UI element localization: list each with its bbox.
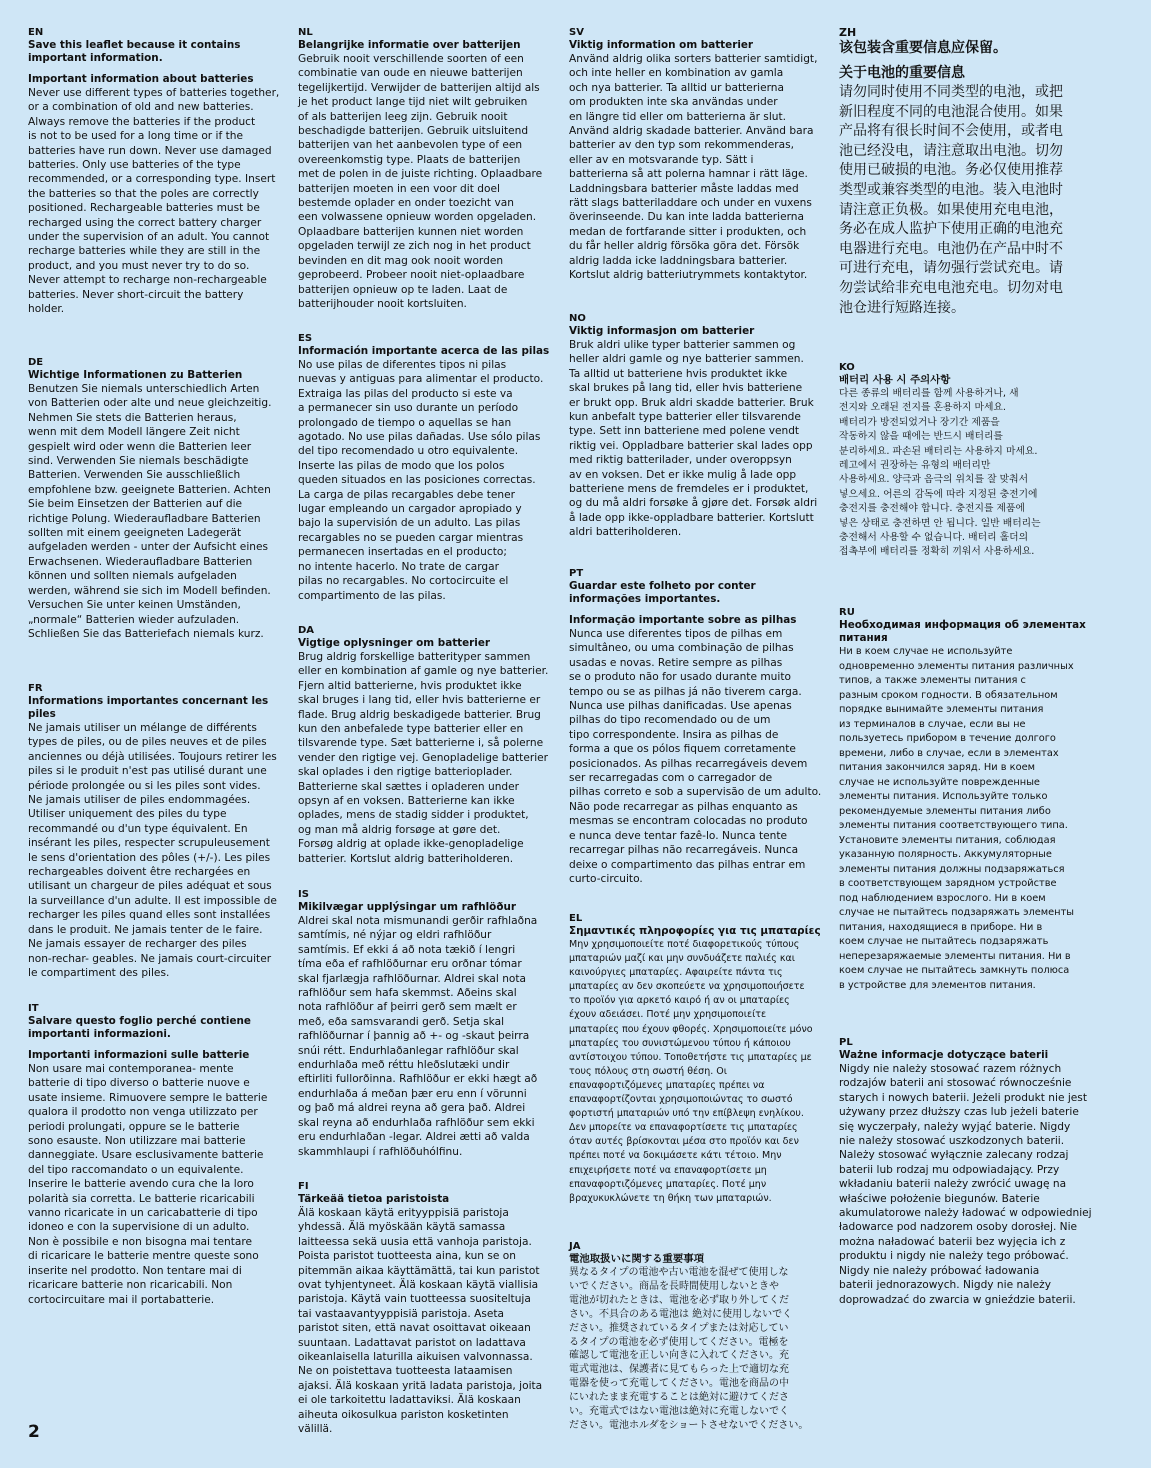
section-body: Ne jamais utiliser un mélange de différents types de piles, ou de piles neuves et de piles anciennes ou déjà utilisées. Toujours retirer les piles si le produit n'est pas utilisé durant une période prolongée ou si les piles sont vides. Ne jamais utiliser de piles endommagées. Utiliser uniquement des piles du type recommandé ou d'un type équivalent. En insérant les piles, respecter scrupuleusement le sens d'orientation des pôles (+/-). Les piles rechargeables doivent être rechargées en utilisant un chargeur de piles adéquat et sous la surveillance d'un adulte. Il est impossible de recharger les piles quand elles sont installées dans le produit. Ne jamais tenter de le faire. Ne jamais essayer de recharger des piles non-rechar- geables. Ne jamais court-circuiter le compartiment des piles. <box>28 722 277 979</box>
section-heading: 배터리 사용 시 주의사항 <box>839 374 951 386</box>
language-code: JA <box>569 1241 581 1252</box>
section-heading: Σημαντικές πληροφορίες για τις μπαταρίες <box>569 925 821 937</box>
section-body: Aldrei skal nota mismunandi gerðir rafhlaðna samtímis, né nýjar og eldri rafhlöður samtímis. Ef ekki á að nota tækið í lengri tíma eða ef rafhlöðurnar eru orðnar tómar skal fjarlægja rafhlöðurnar. Aldrei skal nota rafhlöður sem hafa skemmst. Aðeins skal nota rafhlöður af þeirri gerð sem mælt er með, eða samsvarandi gerð. Setja skal rafhlöðurnar í þannig að +- og -skaut þeirra snúi rétt. Endurhlaðanlegar rafhlöður skal endurhlaða með réttu hleðslutæki undir eftirliti fullorðinna. Rafhlöður er ekki hægt að endurhlaða á meðan þær eru enn í vörunni og það má aldrei reyna að gera það. Aldrei skal reyna að endurhlaða rafhlöður sem ekki eru endurhlaðan -legar. Aldrei ætti að valda skammhlaupi í rafhlöðuhólfinu. <box>298 915 538 1158</box>
section-body: Gebruik nooit verschillende soorten of een combinatie van oude en nieuwe batterijen tegelijkertijd. Verwijder de batterijen altijd als je het product lange tijd niet wilt gebruiken of als batterijen leeg zijn. Gebruik nooit beschadigde batterijen. Gebruik uitsluitend batterijen van het aanbevolen type of een overeenkomstig type. Plaats de batterijen met de polen in de juiste richting. Oplaadbare batterijen moeten in een voor dit doel bestemde oplader en onder toezicht van een volwassene opnieuw worden opgeladen. Oplaadbare batterijen kunnen niet worden opgeladen terwijl ze zich nog in het product bevinden en dit mag ook nooit worden geprobeerd. Probeer nooit niet-oplaadbare batterijen opnieuw op te laden. Laat de batterijhouder nooit kortsluiten. <box>298 53 543 310</box>
section-nl <box>298 26 560 332</box>
section-heading: Important information about batteries <box>28 73 254 85</box>
section-fr <box>28 682 290 1002</box>
section-pl <box>839 1036 1101 1307</box>
column-3 <box>569 26 831 1433</box>
language-code: ES <box>298 333 313 344</box>
section-body: Använd aldrig olika sorters batterier samtidigt, och inte heller en kombination av gamla och nya batterier. Ta alltid ur batterierna om produkten inte ska användas under en längre tid eller om batterierna är slut. Använd aldrig skadade batterier. Använd bara batterier av den typ som rekommenderas, eller av en motsvarande typ. Sätt i batterierna så att polerna hamnar i rätt läge. Laddningsbara batterier måste laddas med rätt slags batteriladdare och under en vuxens överinseende. Du kan inte ladda batterierna medan de fortfarande sitter i produkten, och du får heller aldrig försöka göra det. Försök aldrig ladda icke laddningsbara batterier. Kortslut aldrig batteriutrymmets kontaktytor. <box>569 53 818 282</box>
section-body: Bruk aldri ulike typer batterier sammen og heller aldri gamle og nye batterier sammen. Ta alltid ut batteriene hvis produktet ikke skal brukes på lang tid, eller hvis batteriene er brukt opp. Bruk aldri skadde batterier. Bruk kun anbefalt type batterier eller tilsvarende type. Sett inn batteriene med polene vendt riktig vei. Oppladbare batterier skal lades opp med riktig batterilader, under overoppsyn av en voksen. Det er ikke mulig å lade opp batteriene mens de fremdeles er i produktet, og du må aldri forsøke å gjøre det. Forsøk aldri å lade opp ikke-oppladbare batterier. Kortslutt aldri batteriholderen. <box>569 339 818 539</box>
section-pt <box>569 567 831 912</box>
section-es <box>298 332 560 624</box>
column-4 <box>839 26 1101 1307</box>
section-heading: Vigtige oplysninger om batterier <box>298 637 491 649</box>
section-zh <box>839 26 1101 361</box>
section-lead: 该包装含重要信息应保留。 <box>839 40 1007 56</box>
language-code: IS <box>298 889 309 900</box>
language-code: IT <box>28 1003 39 1014</box>
section-fi <box>298 1180 560 1437</box>
section-lead: Save this leaflet because it contains important information. <box>28 39 241 64</box>
language-code: RU <box>839 607 855 618</box>
section-body: Nunca use diferentes tipos de pilhas em simultâneo, ou uma combinação de pilhas usadas e novas. Retire sempre as pilhas se o produto não for usado durante muito tempo ou se as pilhas já não tiverem carga. Nunca use pilhas danificadas. Use apenas pilhas do tipo recomendado ou de um tipo correspondente. Insira as pilhas de forma a que os pólos fiquem corretamente posicionados. As pilhas recarregáveis devem ser recarregadas com o carregador de pilhas correto e sob a supervisão de um adulto. Não pode recarregar as pilhas enquanto as mesmas se encontram colocadas no produto e nunca deve tentar fazê-lo. Nunca tente recarregar pilhas não recarregáveis. Nunca deixe o compartimento das pilhas entrar em curto-circuito. <box>569 628 822 885</box>
language-code: NL <box>298 27 313 38</box>
language-code: ZH <box>839 26 857 39</box>
section-body: 異なるタイプの電池や古い電池を混ぜて使用しな いでください。商品を長時間使用しないときや 電池が切れたときは、電池を必ず取り外してくだ さい。不具合のある電池は 絶対に使用しないでく ださい。推奨されているタイプまたは対応してい るタイプの電池を必ず使用してください。電極を 確認して電池を正しい向きに入れてください。充 電式電池は、保護者に見てもらった上で適切な充 電器を使って充電してください。電池を商品の中 にいれたまま充電することは絶対に避けてくださ い。充電式ではない電池は絶対に充電しないでく ださい。電池ホルダをショートさせないでください。 <box>569 1267 809 1431</box>
language-code: NO <box>569 313 586 324</box>
section-body: 请勿同时使用不同类型的电池，或把 新旧程度不同的电池混合使用。如果 产品将有很长时间不会使用，或者电 池已经没电，请注意取出电池。切勿 使用已破损的电池。务必仅使用推荐 类型或兼容类型的电池。装入电池时 请注意正负极。如果使用充电电池， 务必在成人监护下使用正确的电池充 电器进行充电。电池仍在产品中时不 可进行充电，请勿强行尝试充电。请 勿尝试给非充电电池充电。切勿对电 池仓进行短路连接。 <box>839 84 1063 316</box>
section-no <box>569 312 831 567</box>
section-heading: Viktig informasjon om batterier <box>569 325 755 337</box>
section-heading: Información importante acerca de las pilas <box>298 345 550 357</box>
section-ja <box>569 1240 831 1433</box>
section-heading: Mikilvægar upplýsingar um rafhlöður <box>298 901 516 913</box>
section-heading: 关于电池的重要信息 <box>839 65 965 81</box>
section-heading: Importanti informazioni sulle batterie <box>28 1049 250 1061</box>
column-1 <box>28 26 290 1307</box>
section-body: 다른 종류의 배터리를 함께 사용하거나, 새 전지와 오래된 전지를 혼용하지 마세요. 배터리가 방전되었거나 장기간 제품을 작동하지 않을 때에는 반드시 배터리를 분리하세요. 파손된 배터리는 사용하지 마세요. 레고에서 권장하는 유형의 배터리만 사용하세요. 양극과 음극의 위치를 잘 맞춰서 넣으세요. 어른의 감독에 따라 지정된 충전기에 충전지를 충전해야 합니다. 충전지를 제품에 넣은 상태로 충전하면 안 됩니다. 일반 배터리는 충전해서 사용할 수 없습니다. 배터리 홀더의 접촉부에 배터리를 정확히 끼워서 사용하세요. <box>839 388 1041 558</box>
language-code: PL <box>839 1037 853 1048</box>
language-code: FI <box>298 1181 309 1192</box>
section-heading: Informação importante sobre as pilhas <box>569 614 797 626</box>
section-body: Ни в коем случае не используйте одновременно элементы питания различных типов, а также элементы питания с разным сроком годности. В обязательном порядке вынимайте элементы питания из терминалов в случае, если вы не пользуетесь прибором в течение долгого времени, либо в случае, если в элементах питания закончился заряд. Ни в коем случае не используйте поврежденные элементы питания. Используйте только рекомендуемые элементы питания либо элементы питания соответствующего типа. Установите элементы питания, соблюдая указанную полярность. Аккумуляторные элементы питания должны подзаряжаться в соответствующем зарядном устройстве под наблюдением взрослого. Ни в коем случае не пытайтесь подзаряжать элементы питания, находящиеся в приборе. Ни в коем случае не пытайтесь подзаряжать неперезаряжаемые элементы питания. Ни в коем случае не пытайтесь замкнуть полюса в устройстве для элементов питания. <box>839 646 1075 991</box>
section-heading: Ważne informacje dotyczące baterii <box>839 1049 1049 1061</box>
language-code: EL <box>569 913 583 924</box>
section-body: Non usare mai contemporanea- mente batterie di tipo diverso o batterie nuove e usate insieme. Rimuovere sempre le batterie qualora il prodotto non venga utilizzato per periodi prolungati, oppure se le batterie sono esauste. Non utilizzare mai batterie danneggiate. Usare esclusivamente batterie del tipo raccomandato o un equivalente. Inserire le batterie avendo cura che la loro polarità sia corretta. Le batterie ricaricabili vanno ricaricate in un caricabatterie di tipo idoneo e con la supervisione di un adulto. Non è possibile e non bisogna mai tentare di ricaricare le batterie mentre queste sono inserite nel prodotto. Non tentare mai di ricaricare batterie non ricaricabili. Non cortocircuitare mai il portabatterie. <box>28 1063 268 1306</box>
section-body: No use pilas de diferentes tipos ni pilas nuevas y antiguas para alimentar el producto. Extraiga las pilas del producto si este va a permanecer sin uso durante un período prolongado de tiempo o aquellas se han agotado. No use pilas dañadas. Use sólo pilas del tipo recomendado u otro equivalente. Inserte las pilas de modo que los polos queden situados en las posiciones correctas. La carga de pilas recargables debe tener lugar empleando un cargador apropiado y bajo la supervisión de un adulto. Las pilas recargables no se pueden cargar mientras permanecen insertadas en el producto; no intente hacerlo. No trate de cargar pilas no recargables. No cortocircuite el compartimento de las pilas. <box>298 359 544 602</box>
section-lead: Salvare questo foglio perché contiene importanti informazioni. <box>28 1015 251 1040</box>
section-ru <box>839 606 1101 1036</box>
section-da <box>298 624 560 888</box>
section-body: Nigdy nie należy stosować razem różnych rodzajów baterii ani stosować równocześnie starych i nowych baterii. Jeżeli produkt nie jest używany przez dłuższy czas lub jeżeli baterie się wyczerpały, należy wyjąć baterie. Nigdy nie należy stosować uszkodzonych baterii. Należy stosować wyłącznie zalecany rodzaj baterii lub rodzaj mu odpowiadający. Przy wkładaniu baterii należy zwrócić uwagę na właściwe położenie biegunów. Baterie akumulatorowe należy ładować w odpowiedniej ładowarce pod nadzorem osoby dorosłej. Nie można naładować baterii bez wyjęcia ich z produktu i nigdy nie należy tego próbować. Nigdy nie należy próbować ładowania baterii jednorazowych. Nigdy nie należy doprowadzać do zwarcia w gnieździe baterii. <box>839 1063 1092 1306</box>
section-body: Never use different types of batteries together, or a combination of old and new batteries. Always remove the batteries if the product is not to be used for a long time or if the batteries have run down. Never use damaged batteries. Only use batteries of the type recommended, or a corresponding type. Insert the batteries so that the poles are correctly positioned. Rechargeable batteries must be recharged using the correct battery charger under the supervision of an adult. You cannot recharge batteries while they are still in the product, and you must never try to do so. Never attempt to recharge non-rechargeable batteries. Never short-circuit the battery holder. <box>28 87 280 316</box>
language-code: PT <box>569 568 584 579</box>
language-code: EN <box>28 27 44 38</box>
section-body: Benutzen Sie niemals unterschiedlich Arten von Batterien oder alte und neue gleichzeitig. Nehmen Sie stets die Batterien heraus, wenn mit dem Modell längere Zeit nicht gespielt wird oder wenn die Batterien leer sind. Verwenden Sie niemals beschädigte Batterien. Verwenden Sie ausschließlich empfohlene bzw. geeignete Batterien. Achten Sie beim Einsetzen der Batterien auf die richtige Polung. Wiederaufladbare Batterien sollten mit einem geeigneten Ladegerät aufgeladen werden - unter der Aufsicht eines Erwachsenen. Wiederaufladbare Batterien können und sollten niemals aufgeladen werden, während sie sich im Modell befinden. Versuchen Sie unter keinen Umständen, „normale“ Batterien wieder aufzuladen. Schließen Sie das Batteriefach niemals kurz. <box>28 383 272 640</box>
section-heading: 電池取扱いに関する重要事項 <box>569 1253 705 1265</box>
section-el <box>569 912 831 1240</box>
section-heading: Viktig information om batterier <box>569 39 754 51</box>
section-it <box>28 1002 290 1307</box>
section-is <box>298 888 560 1180</box>
section-de <box>28 356 290 682</box>
section-heading: Tärkeää tietoa paristoista <box>298 1193 450 1205</box>
language-code: DA <box>298 625 315 636</box>
page-number: 2 <box>28 1422 40 1442</box>
section-heading: Необходимая информация об элементах питания <box>839 619 1086 644</box>
language-code: FR <box>28 683 43 694</box>
language-code: DE <box>28 357 44 368</box>
section-lead: Guardar este folheto por conter informações importantes. <box>569 580 756 605</box>
section-sv <box>569 26 831 312</box>
section-ko <box>839 361 1101 606</box>
section-heading: Wichtige Informationen zu Batterien <box>28 369 243 381</box>
section-body: Μην χρησιμοποιείτε ποτέ διαφορετικούς τύπους μπαταριών μαζί και μην συνδυάζετε παλιές και καινούργιες μπαταρίες. Αφαιρείτε πάντα τις μπαταρίες αν δεν σκοπεύετε να χρησιμοποιήσετε το προϊόν για αρκετό καιρό ή αν οι μπαταρίες έχουν αδειάσει. Ποτέ μην χρησιμοποιείτε μπαταρίες που έχουν φθορές. Χρησιμοποιείτε μόνο μπαταρίες του συνιστώμενου τύπου ή κάποιου αντίστοιχου τύπου. Τοποθετήστε τις μπαταρίες με τους πόλους στη σωστή θέση. Οι επαναφορτιζόμενες μπαταρίες πρέπει να επαναφορτίζονται χρησιμοποιώντας το σωστό φορτιστή μπαταριών υπό την επίβλεψη ενηλίκου. Δεν μπορείτε να επαναφορτίσετε τις μπαταρίες όταν αυτές βρίσκονται μέσα στο προϊόν και δεν πρέπει ποτέ να δοκιμάσετε κάτι τέτοιο. Μην επιχειρήσετε ποτέ να επαναφορτίσετε μη επαναφορτιζόμενες μπαταρίες. Ποτέ μην βραχυκυκλώνετε τη θήκη των μπαταριών. <box>569 939 813 1204</box>
section-body: Brug aldrig forskellige batterityper sammen eller en kombination af gamle og nye batterier. Fjern altid batterierne, hvis produktet ikke skal bruges i lang tid, eller hvis batterierne er flade. Brug aldrig beskadigede batterier. Brug kun den anbefalede type batterier eller en tilsvarende type. Sæt batterierne i, så polerne vender den rigtige vej. Genopladelige batterier skal oplades i den rigtige batterioplader. Batterierne skal sættes i opladeren under opsyn af en voksen. Batterierne kan ikke oplades, mens de stadig sidder i produktet, og man må aldrig forsøge at gøre det. Forsøg aldrig at oplade ikke-genopladelige batterier. Kortslut aldrig batteriholderen. <box>298 651 549 865</box>
section-heading: Informations importantes concernant les piles <box>28 695 269 720</box>
section-heading: Belangrijke informatie over batterijen <box>298 39 521 51</box>
column-2 <box>298 26 560 1437</box>
language-code: SV <box>569 27 584 38</box>
section-en <box>28 26 290 356</box>
language-code: KO <box>839 362 855 373</box>
section-body: Älä koskaan käytä erityyppisiä paristoja yhdessä. Älä myöskään käytä samassa laitteessa sekä uusia että vanhoja paristoja. Poista paristot tuotteesta aina, kun se on pitemmän aikaa käyttämättä, tai kun paristot ovat tyhjentyneet. Älä koskaan käytä viallisia paristoja. Käytä vain tuotteessa suositeltuja tai vastaavantyyppisiä paristoja. Aseta paristot siten, että navat osoittavat oikeaan suuntaan. Ladattavat paristot on ladattava oikeanlaisella laturilla aikuisen valvonnassa. Ne on poistettava tuotteesta lataamisen ajaksi. Älä koskaan yritä ladata paristoja, joita ei ole tarkoitettu ladattaviksi. Älä koskaan aiheuta oikosulkua pariston kosketinten välillä. <box>298 1207 543 1436</box>
